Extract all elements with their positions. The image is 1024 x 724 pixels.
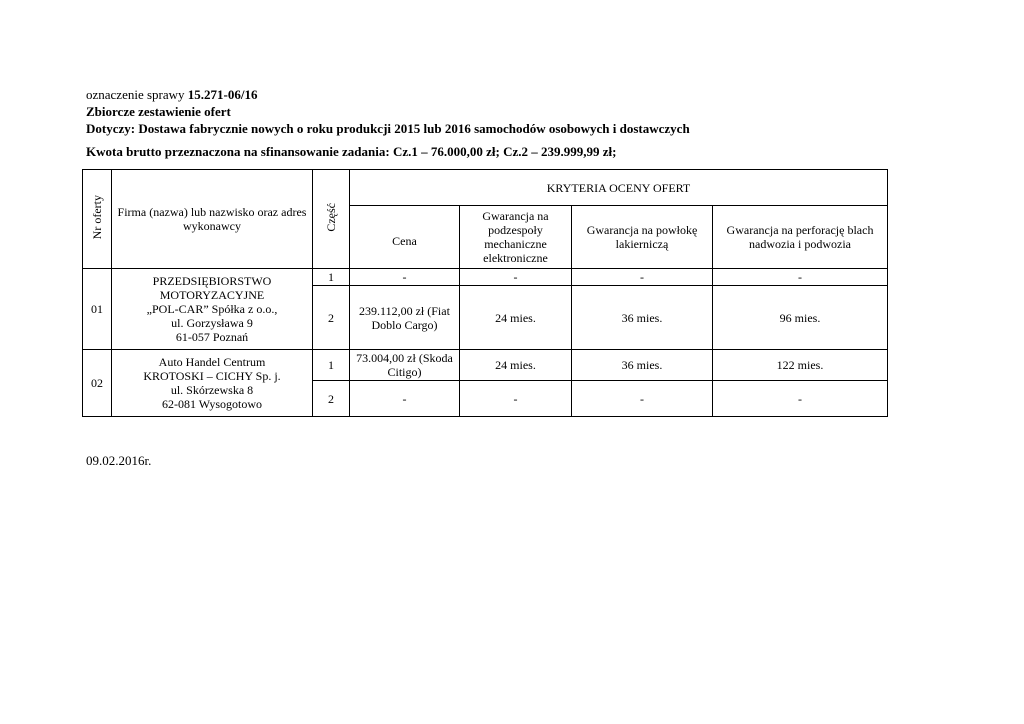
warranty-mech-cell: 24 mies. [460, 286, 572, 350]
firm-line: 61-057 Poznań [175, 330, 249, 344]
warranty-mech-cell: 24 mies. [460, 350, 572, 381]
warranty-paint-cell: - [572, 381, 713, 417]
firm-line: PRZEDSIĘBIORSTWO [152, 274, 272, 288]
col-header-price: Cena [350, 206, 460, 269]
col-header-nr [83, 170, 112, 269]
table-row [83, 350, 888, 381]
price-cell: 239.112,00 zł (Fiat Doblo Cargo) [350, 286, 460, 350]
warranty-mech-cell: - [460, 269, 572, 286]
firm-line: „POL-CAR” Spółka z o.o., [146, 302, 278, 316]
col-header-firm: Firma (nazwa) lub nazwisko oraz adres wykonawcy [112, 170, 313, 269]
price-cell: - [350, 269, 460, 286]
offer-nr: 02 [83, 350, 112, 417]
part-number: 1 [313, 269, 350, 286]
subject-line: Dotyczy: Dostawa fabrycznie nowych o roku produkcji 2015 lub 2016 samochodów osobowych i dostawczych [86, 121, 690, 136]
price-cell: - [350, 381, 460, 417]
firm-line: ul. Skórzewska 8 [170, 383, 254, 397]
col-header-nr-label: Nr oferty [90, 195, 104, 240]
firm-line: MOTORYZACYJNE [159, 288, 265, 302]
warranty-perf-cell: 96 mies. [713, 286, 888, 350]
firm-line: KROTOSKI – CICHY Sp. j. [143, 369, 281, 383]
price-cell: 73.004,00 zł (Skoda Citigo) [350, 350, 460, 381]
warranty-paint-cell: 36 mies. [572, 350, 713, 381]
col-header-warranty-paint: Gwarancja na powłokę lakierniczą [572, 206, 713, 269]
offer-nr: 01 [83, 269, 112, 350]
budget-line: Kwota brutto przeznaczona na sfinansowanie zadania: Cz.1 – 76.000,00 zł; Cz.2 – 239.999,99 zł; [86, 144, 617, 159]
case-number: 15.271-06/16 [187, 87, 258, 102]
case-reference [86, 87, 257, 103]
firm-line: Auto Handel Centrum [158, 355, 266, 369]
warranty-perf-cell: - [713, 269, 888, 286]
offer-firm [112, 350, 313, 417]
warranty-paint-cell: - [572, 269, 713, 286]
warranty-perf-cell: 122 mies. [713, 350, 888, 381]
table-row [83, 269, 888, 286]
criteria-header: KRYTERIA OCENY OFERT [350, 170, 888, 206]
document-title: Zbiorcze zestawienie ofert [86, 104, 231, 119]
col-header-part-label: Część [324, 203, 338, 232]
firm-line: ul. Gorzysława 9 [171, 316, 253, 330]
part-number: 2 [313, 286, 350, 350]
col-header-part [313, 170, 350, 269]
warranty-paint-cell: 36 mies. [572, 286, 713, 350]
part-number: 1 [313, 350, 350, 381]
warranty-perf-cell: - [713, 381, 888, 417]
col-header-warranty-perf: Gwarancja na perforację blach nadwozia i podwozia [713, 206, 888, 269]
part-number: 2 [313, 381, 350, 417]
warranty-mech-cell: - [460, 381, 572, 417]
document-date: 09.02.2016r. [86, 453, 152, 468]
offers-table [82, 169, 888, 417]
col-header-warranty-mech: Gwarancja na podzespoły mechaniczne elektroniczne [460, 206, 572, 269]
offer-firm [112, 269, 313, 350]
case-label: oznaczenie sprawy [86, 87, 185, 102]
firm-line: 62-081 Wysogotowo [161, 397, 263, 411]
